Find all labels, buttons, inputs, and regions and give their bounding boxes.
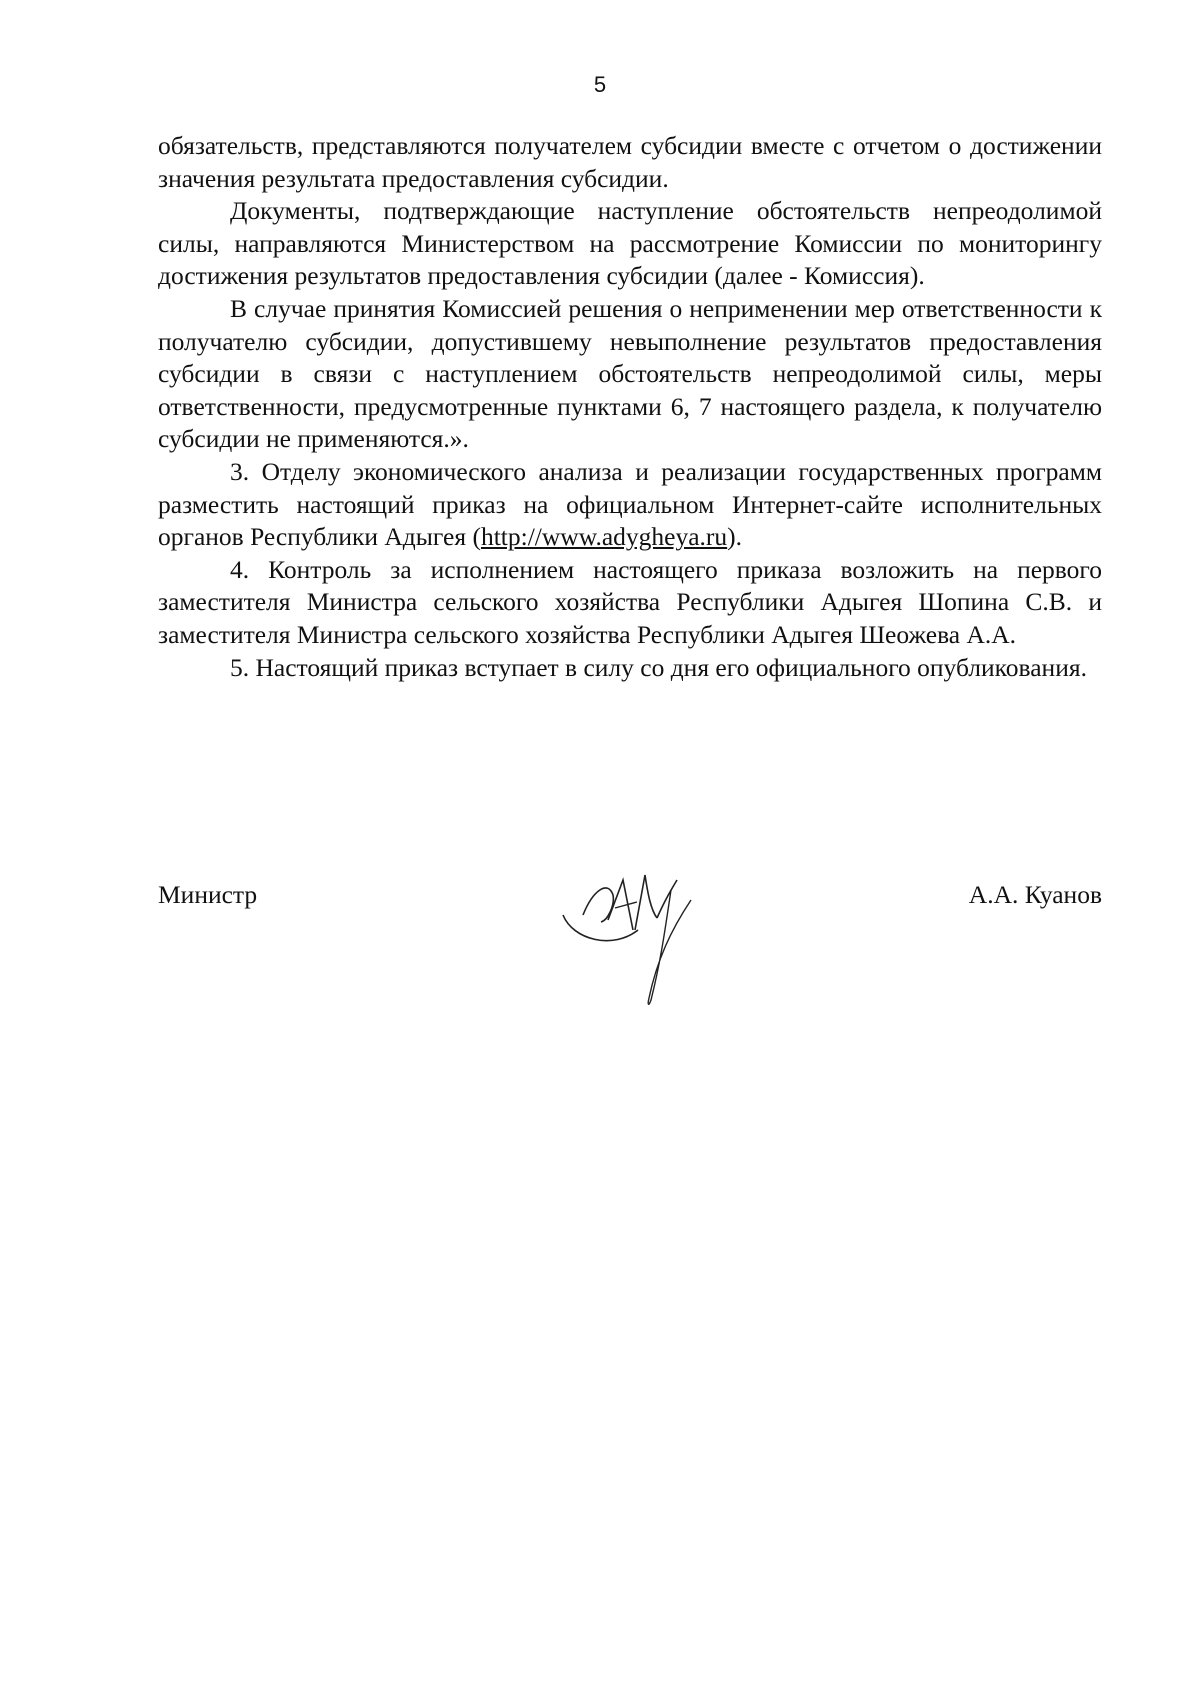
paragraph-item-5: 5. Настоящий приказ вступает в силу со дня его официального опубликования. — [230, 652, 1087, 682]
paragraph-force-majeure-documents: Документы, подтверждающие наступление обстоятельств непреодолимой силы, направляются Министерством на рассмотрение Комиссии по мониторингу достижения результатов предоставления субсидии (далее - Комиссия). — [158, 196, 1102, 291]
paragraph-item-4: 4. Контроль за исполнением настоящего приказа возложить на первого заместителя Министра сельского хозяйства Республики Адыгея Шопина С.В. и заместителя Министра сельского хозяйства Республики Адыгея Шеожева А.А. — [158, 554, 1102, 649]
website-link[interactable]: http://www.adygheya.ru — [480, 522, 728, 552]
signer-name: А.А. Куанов — [968, 880, 1102, 909]
page-number: 5 — [593, 72, 607, 97]
signer-title: Министр — [158, 880, 258, 909]
paragraph-item-3 — [158, 456, 1102, 554]
handwritten-signature-icon — [553, 860, 713, 1010]
paragraph-item-3-tail: ). — [727, 522, 743, 552]
signature-block — [158, 880, 1102, 1010]
paragraph-commission-decision: В случае принятия Комиссией решения о неприменении мер ответственности к получателю субсидии, допустившему невыполнение результатов предоставления субсидии в связи с наступлением обстоятельств непреодолимой силы, меры ответственности, предусмотренные пунктами 6, 7 настоящего раздела, к получателю субсидии не применяются.». — [158, 293, 1102, 454]
document-body — [158, 130, 1102, 684]
paragraph-item-3-text: 3. Отделу экономического анализа и реализации государственных программ разместить настоящий приказ на официальном Интернет-сайте исполнительных органов Республики Адыгея ( — [158, 456, 1102, 552]
paragraph-continuation: обязательств, представляются получателем субсидии вместе с отчетом о достижении значения результата предоставления субсидии. — [158, 131, 1102, 193]
